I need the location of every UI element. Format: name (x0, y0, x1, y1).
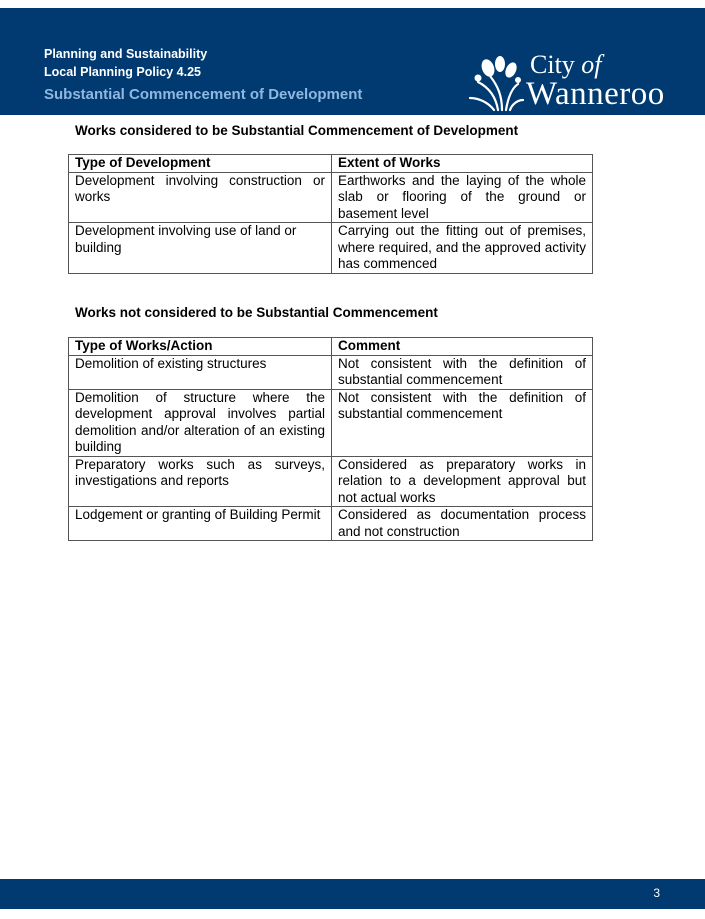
table-cell: Development involving use of land or building (69, 223, 332, 274)
department-title: Planning and Sustainability (44, 47, 208, 61)
table-row (69, 456, 593, 507)
table-cell: Earthworks and the laying of the whole slab or flooring of the ground or basement level (332, 172, 593, 223)
table-cell: Demolition of structure where the development approval involves partial demolition and/or alteration of an existing building (69, 389, 332, 456)
table-header-row (69, 155, 593, 173)
substantial-works-table (68, 154, 593, 274)
column-header: Comment (332, 338, 593, 356)
non-substantial-works-table (68, 337, 593, 541)
table-row (69, 389, 593, 456)
table-cell: Demolition of existing structures (69, 355, 332, 389)
column-header: Type of Development (69, 155, 332, 173)
banksia-flower-icon (468, 54, 524, 112)
table-cell: Considered as documentation process and not construction (332, 507, 593, 541)
table-cell: Not consistent with the definition of substantial commencement (332, 355, 593, 389)
table-cell: Lodgement or granting of Building Permit (69, 507, 332, 541)
table-row (69, 223, 593, 274)
header-band (0, 8, 705, 115)
table-row (69, 355, 593, 389)
section2-heading: Works not considered to be Substantial Commencement (75, 305, 438, 320)
table-cell: Carrying out the fitting out of premises, where required, and the approved activity has commenced (332, 223, 593, 274)
policy-number: Local Planning Policy 4.25 (44, 65, 201, 79)
page-number: 3 (653, 886, 660, 900)
column-header: Extent of Works (332, 155, 593, 173)
footer-band (0, 879, 705, 909)
logo-city-text: City of (530, 50, 602, 79)
table-header-row (69, 338, 593, 356)
city-of-wanneroo-logo (468, 50, 678, 116)
logo-name-text: Wanneroo (526, 76, 665, 112)
policy-subtitle: Substantial Commencement of Development (44, 86, 363, 103)
table-cell: Development involving construction or works (69, 172, 332, 223)
table-row (69, 172, 593, 223)
column-header: Type of Works/Action (69, 338, 332, 356)
table-cell: Preparatory works such as surveys, investigations and reports (69, 456, 332, 507)
section1-heading: Works considered to be Substantial Commencement of Development (75, 123, 519, 138)
table-cell: Considered as preparatory works in relation to a development approval but not actual works (332, 456, 593, 507)
table-row (69, 507, 593, 541)
table-cell: Not consistent with the definition of substantial commencement (332, 389, 593, 456)
